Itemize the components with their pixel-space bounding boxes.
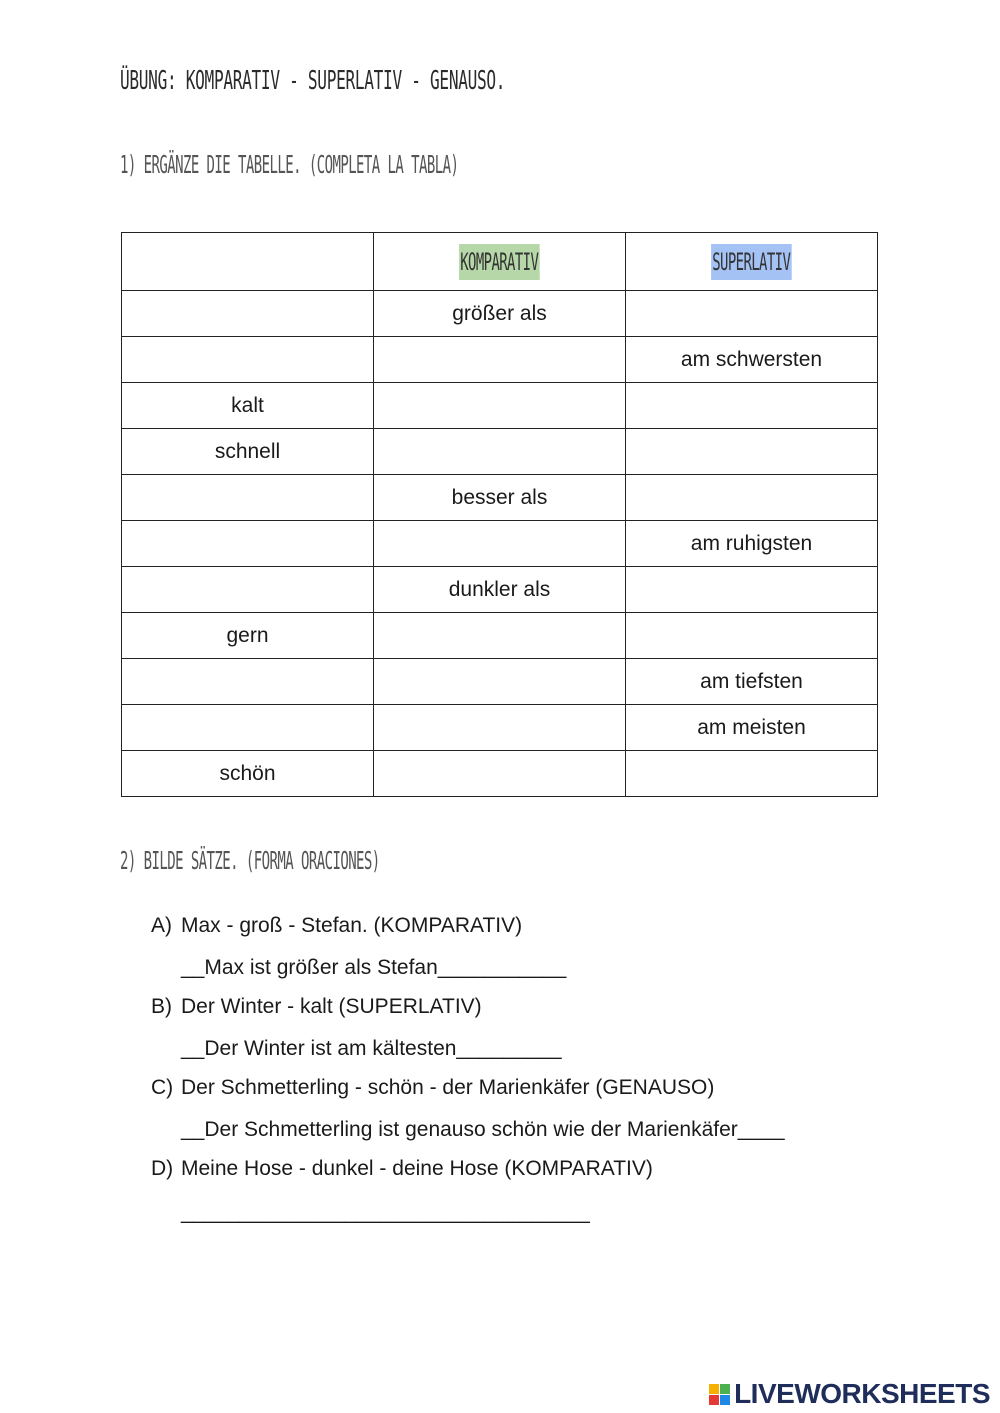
superlativ-cell[interactable] <box>626 567 878 613</box>
table-row <box>122 659 878 705</box>
table-header-row <box>122 233 878 291</box>
superlativ-cell[interactable] <box>626 475 878 521</box>
table-row <box>122 475 878 521</box>
komparativ-cell[interactable] <box>374 521 626 567</box>
exercise-answer[interactable]: ___________________________________ <box>181 1201 590 1224</box>
header-positiv <box>122 233 374 291</box>
header-superlativ <box>626 233 878 291</box>
exercise-answer[interactable]: __Max ist größer als Stefan___________ <box>181 956 567 979</box>
table-row <box>122 705 878 751</box>
superlativ-cell: am ruhigsten <box>626 521 878 567</box>
positiv-cell[interactable] <box>122 337 374 383</box>
positiv-cell[interactable] <box>122 291 374 337</box>
exercise-prompt <box>151 1157 911 1181</box>
exercise-prompt <box>151 914 911 938</box>
logo-text: LIVEWORKSHEETS <box>734 1378 990 1409</box>
komparativ-cell[interactable] <box>374 751 626 797</box>
superlativ-cell[interactable] <box>626 613 878 659</box>
exercise-letter: B) <box>151 995 172 1018</box>
exercise-letter: A) <box>151 914 172 937</box>
logo-square-2 <box>720 1384 730 1394</box>
table-row <box>122 613 878 659</box>
superlativ-cell[interactable] <box>626 291 878 337</box>
comparison-table <box>121 232 878 797</box>
exercise-prompt-text: Der Schmetterling - schön - der Marienkäfer (GENAUSO) <box>181 1076 715 1099</box>
superlativ-cell[interactable] <box>626 429 878 475</box>
exercise-prompt-text: Der Winter - kalt (SUPERLATIV) <box>181 995 482 1018</box>
logo-square-3 <box>709 1395 719 1405</box>
positiv-cell[interactable] <box>122 659 374 705</box>
komparativ-cell: besser als <box>374 475 626 521</box>
positiv-cell[interactable] <box>122 705 374 751</box>
komparativ-cell[interactable] <box>374 337 626 383</box>
exercise-prompt <box>151 1076 911 1100</box>
positiv-cell[interactable] <box>122 521 374 567</box>
positiv-cell: kalt <box>122 383 374 429</box>
superlativ-cell[interactable] <box>626 383 878 429</box>
table-row <box>122 751 878 797</box>
section-2-heading: 2) BILDE SÄTZE. (FORMA ORACIONES) <box>120 846 380 875</box>
komparativ-cell[interactable] <box>374 613 626 659</box>
liveworksheets-logo <box>709 1378 990 1410</box>
liveworksheets-logo-icon <box>709 1384 730 1405</box>
logo-square-1 <box>709 1384 719 1394</box>
superlativ-cell: am schwersten <box>626 337 878 383</box>
table-row <box>122 291 878 337</box>
table-row <box>122 567 878 613</box>
section-1-heading: 1) ERGÄNZE DIE TABELLE. (COMPLETA LA TABLA) <box>120 150 459 179</box>
superlativ-cell: am meisten <box>626 705 878 751</box>
superlativ-cell[interactable] <box>626 751 878 797</box>
komparativ-cell[interactable] <box>374 429 626 475</box>
table-row <box>122 521 878 567</box>
positiv-cell[interactable] <box>122 567 374 613</box>
exercise-prompt-text: Meine Hose - dunkel - deine Hose (KOMPARATIV) <box>181 1157 653 1180</box>
superlativ-label: SUPERLATIV <box>711 244 791 280</box>
superlativ-cell: am tiefsten <box>626 659 878 705</box>
exercise-answer[interactable]: __Der Schmetterling ist genauso schön wie der Marienkäfer____ <box>181 1118 785 1141</box>
komparativ-cell[interactable] <box>374 659 626 705</box>
exercise-prompt-text: Max - groß - Stefan. (KOMPARATIV) <box>181 914 523 937</box>
komparativ-label: KOMPARATIV <box>459 244 539 280</box>
exercise-answer[interactable]: __Der Winter ist am kältesten_________ <box>181 1037 562 1060</box>
table-row <box>122 383 878 429</box>
header-komparativ <box>374 233 626 291</box>
exercise-letter: D) <box>151 1157 174 1180</box>
komparativ-cell[interactable] <box>374 383 626 429</box>
logo-square-4 <box>720 1395 730 1405</box>
komparativ-cell: dunkler als <box>374 567 626 613</box>
exercise-prompt <box>151 995 911 1019</box>
table-row <box>122 429 878 475</box>
positiv-cell: schön <box>122 751 374 797</box>
positiv-cell: schnell <box>122 429 374 475</box>
worksheet-title: ÜBUNG: KOMPARATIV - SUPERLATIV - GENAUSO. <box>120 66 506 96</box>
exercise-letter: C) <box>151 1076 174 1099</box>
table-row <box>122 337 878 383</box>
komparativ-cell: größer als <box>374 291 626 337</box>
positiv-cell[interactable] <box>122 475 374 521</box>
positiv-cell: gern <box>122 613 374 659</box>
komparativ-cell[interactable] <box>374 705 626 751</box>
